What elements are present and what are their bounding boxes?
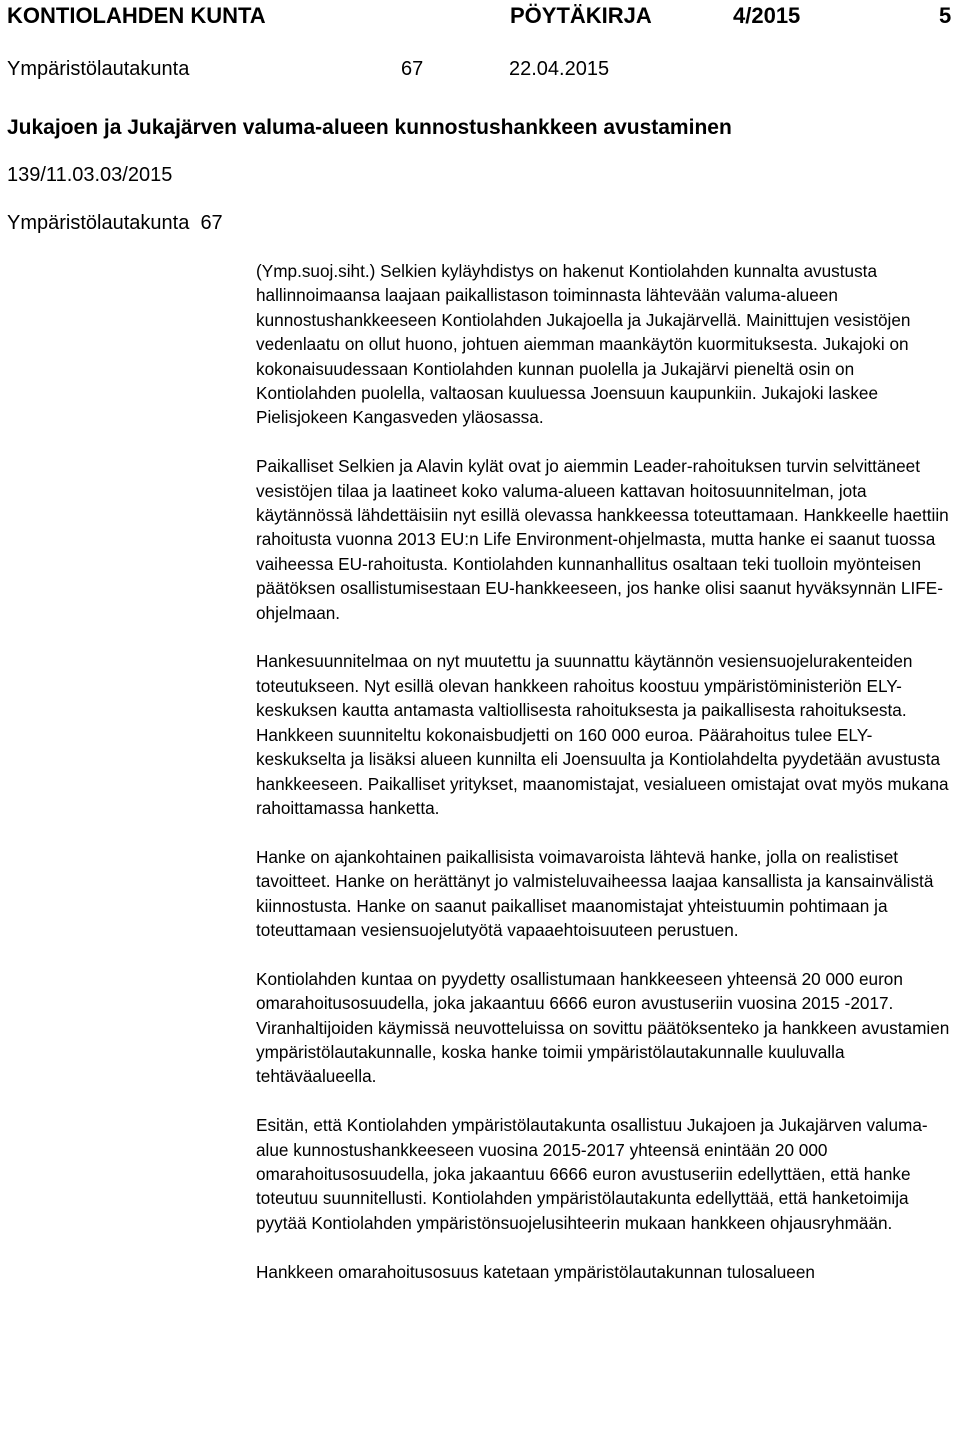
document-number: 4/2015 xyxy=(733,3,801,28)
paragraph: Paikalliset Selkien ja Alavin kylät ovat jo aiemmin Leader-rahoituksen turvin selvittäneet vesistöjen tilaa ja laatineet koko valuma-alueen kattavan hoitosuunnitelman, jota käytännössä lähdettäisiin nyt esillä olevassa hankkeessa toteuttamaan. Hankkeelle haettiin rahoitusta vuonna 2013 EU:n Life Environment-ohjelmasta, mutta hanke ei saanut tuossa vaiheessa EU-rahoitusta. Kontiolahden kunnanhallitus osaltaan teki tuolloin myönteisen päätöksen osallistumisestaan EU-hankkeeseen, jos hanke olisi saanut hyväksynnän LIFE-ohjelmaan. xyxy=(256,456,949,623)
paragraph: Hankesuunnitelmaa on nyt muutettu ja suunnattu käytännön vesiensuojelurakenteiden toteutukseen. Nyt esillä olevan hankkeen rahoitus koostuu ympäristöministeriön ELY-keskuksen kautta antamasta valtiollisesta rahoituksesta ja paikallisesta rahoituksesta. Hankkeen suunniteltu kokonaisbudjetti on 160 000 euroa. Päärahoitus tulee ELY-keskukselta ja lisäksi alueen kunnilta eli Joensuulta ja Kontiolahdelta pyydetään avustusta hankkeeseen. Paikalliset yritykset, maanomistajat, vesialueen omistajat ovat myös mukana rahoittamassa hanketta. xyxy=(256,651,949,818)
meeting-date: 22.04.2015 xyxy=(509,58,610,80)
paragraph: Kontiolahden kuntaa on pyydetty osallistumaan hankkeeseen yhteensä 20 000 euron omarahoitusosuudella, joka jakaantuu 6666 euron avustuseriin vuosina 2015 -2017. Viranhaltijoiden käymissä neuvotteluissa on sovittu päätöksenteko ja hankkeen avustamien ympäristölautakunnalle, koska hanke toimii ympäristölautakunnalle kuuluvalla tehtäväalueella. xyxy=(256,968,950,1087)
item-body xyxy=(256,259,958,1284)
item-reference: 139/11.03.03/2015 xyxy=(7,164,173,186)
item-title: Jukajoen ja Jukajärven valuma-alueen kunnostushankkeen avustaminen xyxy=(7,116,732,139)
document-type: PÖYTÄKIRJA xyxy=(510,3,652,28)
paragraph: (Ymp.suoj.siht.) Selkien kyläyhdistys on hakenut Kontiolahden kunnalta avustusta hallinnoimaansa laajaan paikallistason toiminnasta lähtevään valuma-alueen kunnostushankkeeseen Kontiolahden Jukajoella ja Jukajärvellä. Mainittujen vesistöjen vedenlaatu on ollut huono, johtuen aiemman maankäytön kuormituksesta. Jukajoki on kokonaisuudessaan Kontiolahden kunnan puolella ja Jukajärvi pieneltä osin on Kontiolahden puolella, valtaosan kuuluessa Joensuun kaupunkiin. Jukajoki laskee Pielisjokeen Kangasveden yläosassa. xyxy=(256,261,911,428)
paragraph: Hankkeen omarahoitusosuus katetaan ympäristölautakunnan tulosalueen xyxy=(256,1261,815,1282)
organization-name: KONTIOLAHDEN KUNTA xyxy=(7,3,266,28)
paragraph: Hanke on ajankohtainen paikallisista voimavaroista lähtevä hanke, jolla on realistiset tavoitteet. Hanke on herättänyt jo valmisteluvaiheessa laajaa kansallista ja kansainvälistä kiinnostusta. Hanke on saanut paikalliset maanomistajat yhteistuumin pohtimaan ja toteuttamaan vesiensuojelutyötä vapaaehtoisuuteen perustuen. xyxy=(256,846,934,940)
paragraph: Esitän, että Kontiolahden ympäristölautakunta osallistuu Jukajoen ja Jukajärven valuma-alue kunnostushankkeeseen vuosina 2015-2017 yhteensä enintään 20 000 omarahoitusosuudella, joka jakaantuu 6666 euron avustuseriin edellyttäen, että hanke toteutuu suunnitellusti. Kontiolahden ympäristölautakunta edellyttää, että hanketoimija pyytää Kontiolahden ympäristönsuojelusihteerin mukaan hankkeen ohjausryhmään. xyxy=(256,1115,928,1233)
committee-name: Ympäristölautakunta xyxy=(7,58,190,80)
page-number: 5 xyxy=(939,3,952,28)
committee-reference: Ympäristölautakunta 67 xyxy=(7,212,223,234)
section-number: 67 xyxy=(401,58,424,80)
